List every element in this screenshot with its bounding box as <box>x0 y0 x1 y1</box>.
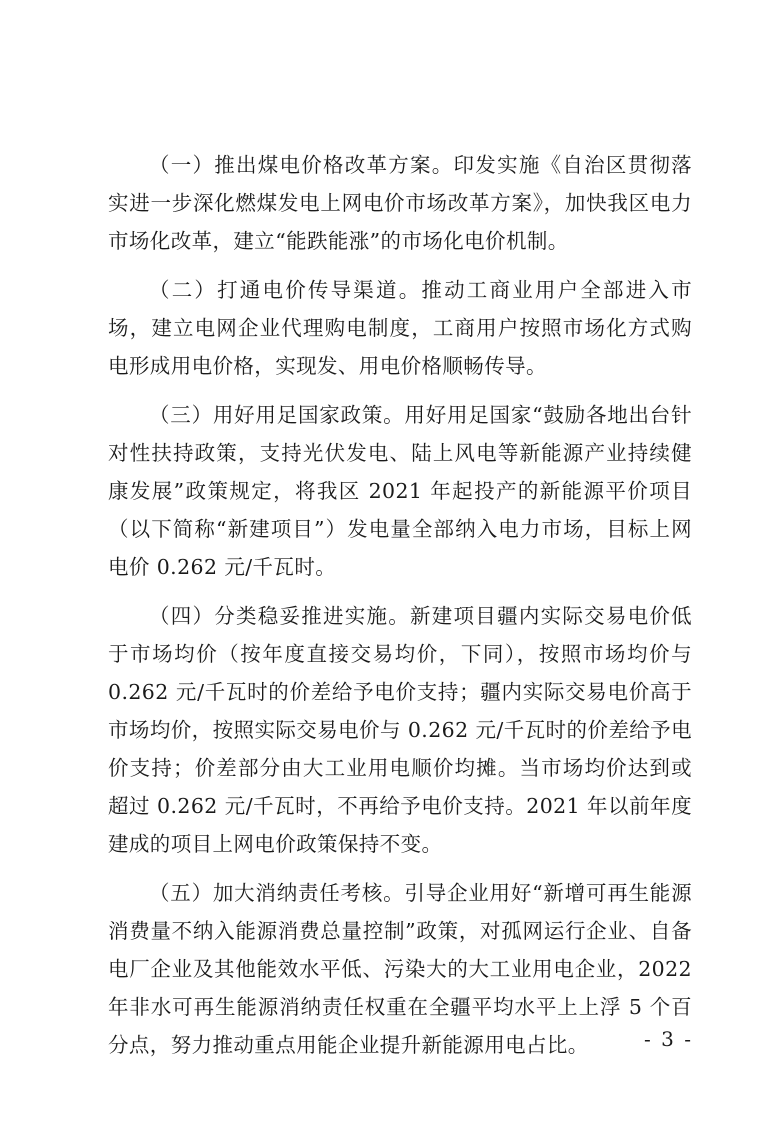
paragraph-consumption-responsibility: （五）加大消纳责任考核。引导企业用好“新增可再生能源消费量不纳入能源消费总量控制”政策，对孤网运行企业、自备电厂企业及其他能效水平低、污染大的大工业用电企业，2022 年非水可再生能源消纳责任权重在全疆平均水平上上浮 5 个百分点，努力推动重点用能企业提升新能源用电占比。 <box>108 881 692 1057</box>
paragraph-price-transmission: （二）打通电价传导渠道。推动工商业用户全部进入市场，建立电网企业代理购电制度，工商用户按照市场化方式购电形成用电价格，实现发、用电价格顺畅传导。 <box>108 278 692 378</box>
paragraph-coal-price-reform: （一）推出煤电价格改革方案。印发实施《自治区贯彻落实进一步深化燃煤发电上网电价市场改革方案》，加快我区电力市场化改革，建立“能跌能涨”的市场化电价机制。 <box>108 153 692 253</box>
paragraph-classified-implementation: （四）分类稳妥推进实施。新建项目疆内实际交易电价低于市场均价（按年度直接交易均价，下同），按照市场均价与 0.262 元/千瓦时的价差给予电价支持；疆内实际交易电价高于市场均价，按照实际交易电价与 0.262 元/千瓦时的价差给予电价支持；价差部分由大工业用电顺价均摊。当市场均价达到或超过 0.262 元/千瓦时，不再给予电价支持。2021 年以前年度建成的项目上网电价政策保持不变。 <box>108 604 692 856</box>
paragraph-national-policy: （三）用好用足国家政策。用好用足国家“鼓励各地出台针对性扶持政策，支持光伏发电、陆上风电等新能源产业持续健康发展”政策规定，将我区 2021 年起投产的新能源平价项目（以下简称“新建项目”）发电量全部纳入电力市场，目标上网电价 0.262 元/千瓦时。 <box>108 403 692 579</box>
page-number: - 3 - <box>644 1027 693 1051</box>
document-body <box>108 146 692 1075</box>
